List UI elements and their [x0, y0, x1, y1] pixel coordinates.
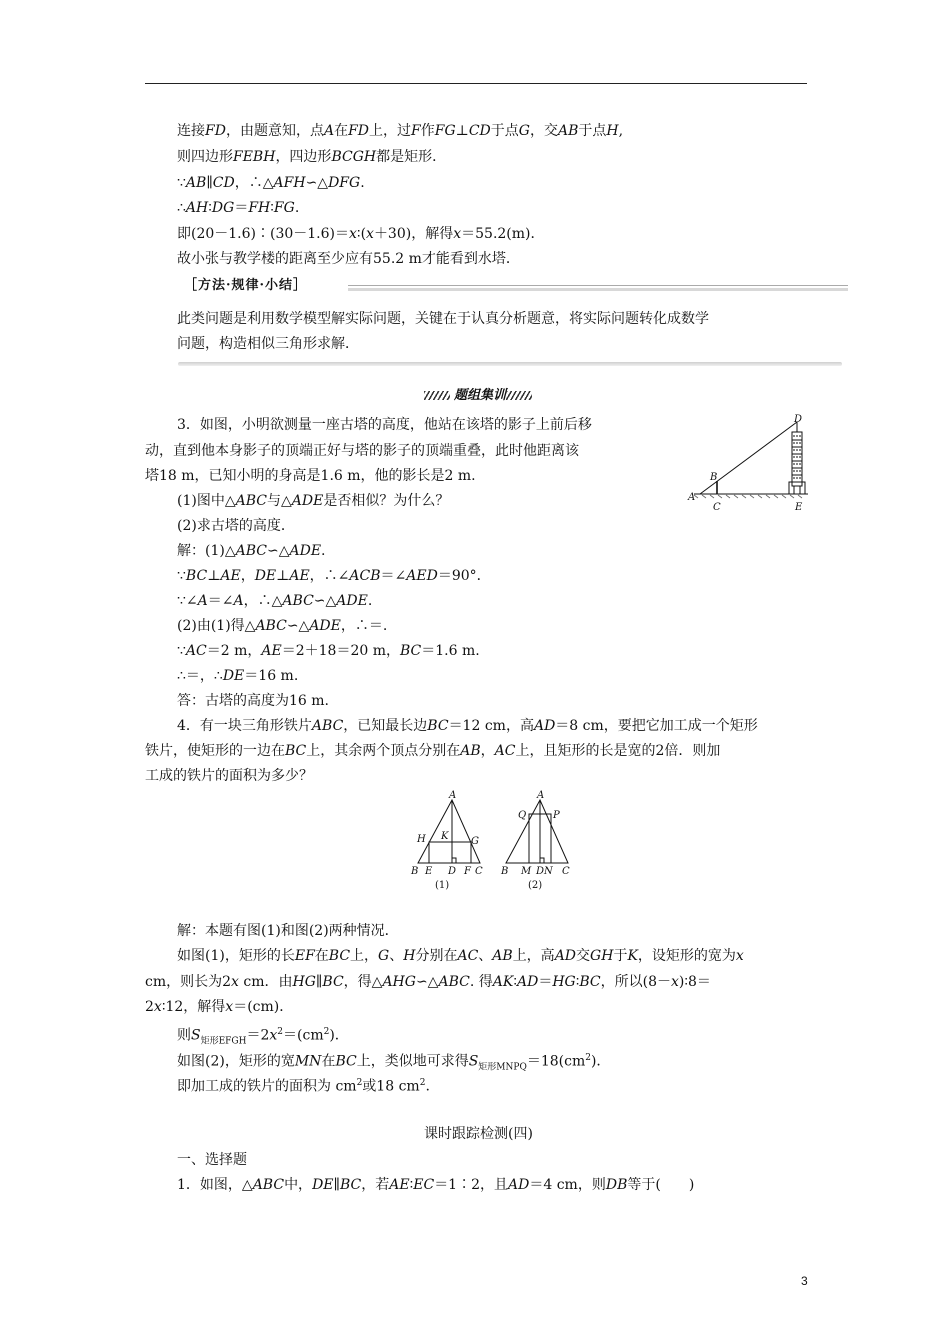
right-angle-mark: [540, 858, 544, 863]
label-g: G: [471, 836, 479, 847]
right-angle-mark: [452, 858, 456, 863]
section-title: [422, 387, 530, 405]
divider: [348, 285, 848, 286]
text-line: 如图(1)，矩形的长EF在BC上，G、H分别在AC、AB上，高AD交GH于K，设矩形的宽为x: [177, 948, 744, 964]
text-line: 问题，构造相似三角形求解．: [177, 336, 359, 352]
label-c: C: [475, 866, 483, 877]
text-line: ∴AH∶DG＝FH∶FG.: [177, 200, 300, 216]
label-d: D: [794, 414, 803, 425]
text-line: 即加工成的铁片的面积为 $cm^2$或18 $cm^2$.: [177, 1078, 430, 1095]
label-d: D: [448, 866, 457, 877]
label-a: A: [449, 790, 457, 801]
exercise-title: 课时跟踪检测(四): [424, 1126, 533, 1142]
text-line: (2)求古塔的高度．: [177, 518, 295, 534]
tower-body: [789, 422, 805, 494]
text-line: 动，直到他本身影子的顶端正好与塔的影子的顶端重叠，此时他距离该: [145, 443, 579, 459]
divider: [178, 362, 842, 366]
method-summary-header: ［方法·规律·小结］: [184, 278, 308, 293]
label-p: P: [553, 810, 560, 821]
label-e: E: [425, 866, 433, 877]
tower-figure: [684, 412, 812, 516]
text-line: ∴＝，∴DE＝16 m.: [177, 668, 299, 684]
hatch-decoration: [506, 391, 532, 400]
text-line: 如图(2)，矩形的宽MN在BC上，类似地可求得$S_{矩形MNPQ}=18(cm^2)$．: [177, 1053, 611, 1073]
label-e: E: [795, 502, 803, 513]
label-a: A: [688, 492, 696, 503]
text-line: 一、选择题: [177, 1152, 247, 1168]
text-line: ∵∠A＝∠A，∴△ABC∽△ADE.: [177, 593, 373, 609]
figure-2: [496, 790, 578, 894]
figure-1: [408, 790, 490, 894]
label-k: K: [441, 831, 449, 842]
label-h: H: [417, 834, 426, 845]
text-line: 连接FD，由题意知，点A在FD上，过F作FG⊥CD于点G，交AB于点H,: [177, 123, 624, 139]
text-line: 工成的铁片的面积为多少？: [145, 768, 313, 784]
text-line: 故小张与教学楼的距离至少应有55.2 m才能看到水塔．: [177, 251, 520, 267]
text-line: ∵AC＝2 m，AE＝2＋18＝20 m，BC＝1.6 m.: [177, 643, 480, 659]
label-q: Q: [518, 810, 527, 821]
label-m: M: [521, 866, 532, 877]
label-b: B: [710, 472, 718, 483]
rectangle-efgh: [429, 842, 471, 863]
hatch-decoration: [424, 391, 450, 400]
text-line: 解：本题有图(1)和图(2)两种情况．: [177, 923, 399, 939]
text-line: (1)图中△ABC与△ADE是否相似？为什么？: [177, 493, 450, 509]
text-line: 则四边形FEBH，四边形BCGH都是矩形．: [177, 149, 447, 165]
header-rule: [145, 83, 807, 84]
text-line: 4．有一块三角形铁片ABC，已知最长边BC＝12 cm，高AD＝8 cm，要把它加工成一个矩形: [177, 718, 758, 734]
label-b: B: [501, 866, 509, 877]
text-line: ∵BC⊥AE，DE⊥AE，∴∠ACB＝∠AED＝90°．: [177, 568, 491, 584]
section-title-label: 题组集训: [454, 388, 507, 403]
ground-hatch: [694, 495, 802, 498]
text-line: 塔18 m，已知小明的身高是1.6 m，他的影长是2 m.: [145, 468, 476, 484]
text-line: 此类问题是利用数学模型解实际问题，关键在于认真分析题意，将实际问题转化成数学: [177, 311, 709, 327]
text-line: 2x∶12，解得x＝(cm)．: [145, 999, 294, 1015]
label-c: C: [713, 502, 721, 513]
page-number: 3: [801, 1274, 808, 1288]
text-line: 1．如图，△ABC中，DE∥BC，若AE∶EC＝1∶2，且AD＝4 cm，则DB等于( ): [177, 1177, 695, 1193]
label-c: C: [562, 866, 570, 877]
text-line: (2)由(1)得△ABC∽△ADE，∴＝.: [177, 618, 388, 634]
label-f: F: [464, 866, 471, 877]
text-line: 答：古塔的高度为16 m.: [177, 693, 329, 709]
label-b: B: [411, 866, 419, 877]
figure-caption: (1): [435, 880, 450, 891]
figure-caption: (2): [528, 880, 543, 891]
text-line: 铁片，使矩形的一边在BC上，其余两个顶点分别在AB，AC上，且矩形的长是宽的2倍．则加: [145, 743, 721, 759]
label-a: A: [537, 790, 545, 801]
text-line: 即(20－1.6)∶(30－1.6)＝x∶(x＋30)，解得x＝55.2(m)．: [177, 226, 545, 242]
text-line: 3．如图，小明欲测量一座古塔的高度，他站在该塔的影子上前后移: [177, 417, 592, 433]
sight-line-ad: [700, 422, 797, 494]
label-dn: DN: [536, 866, 553, 877]
text-line: 解：(1)△ABC∽△ADE.: [177, 543, 326, 559]
text-line: 则$S_{矩形EFGH}=2x^2=(cm^2)$．: [177, 1027, 349, 1047]
text-line: ∵AB∥CD，∴△AFH∽△DFG.: [177, 175, 365, 191]
text-line: cm，则长为2x cm．由HG∥BC，得△AHG∽△ABC. 得AK∶AD＝HG∶BC，所以(8－x)∶8＝: [145, 974, 711, 990]
divider: [348, 288, 848, 291]
